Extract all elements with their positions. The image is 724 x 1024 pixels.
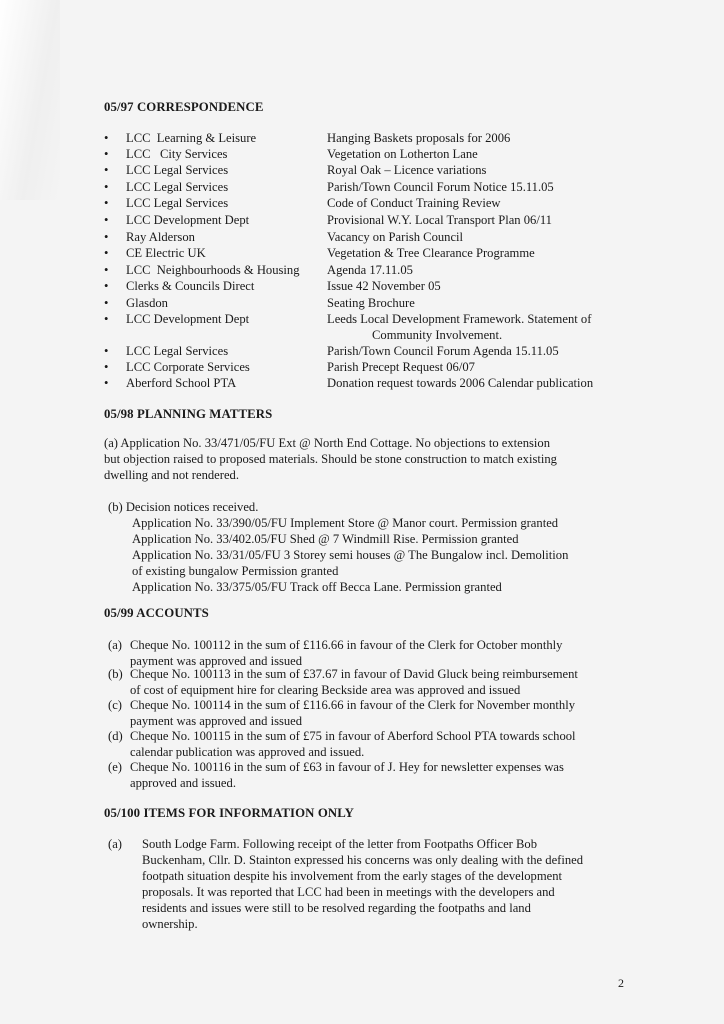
correspondence-from: LCC Learning & Leisure [126, 131, 257, 145]
planning-heading: 05/98 PLANNING MATTERS [104, 407, 273, 421]
planning-b-line: (b) Decision notices received. [108, 500, 259, 514]
account-item-line: payment was approved and issued [130, 654, 303, 668]
account-item-line: approved and issued. [130, 776, 236, 790]
bullet-icon: • [104, 147, 109, 161]
planning-a-line: dwelling and not rendered. [104, 468, 239, 482]
bullet-icon: • [104, 230, 109, 244]
bullet-icon: • [104, 131, 109, 145]
correspondence-from: Glasdon [126, 296, 168, 310]
correspondence-from: Clerks & Councils Direct [126, 279, 255, 293]
correspondence-subject: Vegetation & Tree Clearance Programme [327, 246, 535, 260]
account-item-line: Cheque No. 100115 in the sum of £75 in favour of Aberford School PTA towards school [130, 729, 576, 743]
correspondence-subject: Parish Precept Request 06/07 [327, 360, 475, 374]
correspondence-from: Aberford School PTA [126, 376, 237, 390]
correspondence-item [104, 195, 624, 211]
bullet-icon: • [104, 263, 109, 277]
account-item-line: Cheque No. 100113 in the sum of £37.67 in favour of David Gluck being reimbursement [130, 667, 578, 681]
correspondence-item [104, 375, 624, 391]
correspondence-item [104, 130, 624, 146]
information-heading: 05/100 ITEMS FOR INFORMATION ONLY [104, 806, 355, 820]
accounts-heading: 05/99 ACCOUNTS [104, 606, 209, 620]
correspondence-subject: Vacancy on Parish Council [327, 230, 464, 244]
correspondence-from: LCC Neighbourhoods & Housing [126, 263, 300, 277]
correspondence-from: LCC Legal Services [126, 163, 229, 177]
correspondence-from: LCC Development Dept [126, 312, 250, 326]
correspondence-subject: Donation request towards 2006 Calendar publication [327, 376, 594, 390]
account-item-line: calendar publication was approved and issued. [130, 745, 365, 759]
correspondence-item [104, 229, 624, 245]
correspondence-from: LCC Legal Services [126, 344, 229, 358]
correspondence-item [104, 359, 624, 375]
planning-a-line: but objection raised to proposed materials. Should be stone construction to match existing [104, 452, 557, 466]
account-item-line: Cheque No. 100116 in the sum of £63 in favour of J. Hey for newsletter expenses was [130, 760, 564, 774]
correspondence-subject-continued: Community Involvement. [372, 328, 503, 342]
correspondence-item [104, 262, 624, 278]
correspondence-from: LCC Legal Services [126, 196, 229, 210]
bullet-icon: • [104, 296, 109, 310]
correspondence-from: LCC City Services [126, 147, 228, 161]
correspondence-from: CE Electric UK [126, 246, 206, 260]
bullet-icon: • [104, 163, 109, 177]
correspondence-subject: Provisional W.Y. Local Transport Plan 06/11 [327, 213, 552, 227]
correspondence-from: LCC Corporate Services [126, 360, 250, 374]
correspondence-item [104, 162, 624, 178]
correspondence-item [104, 179, 624, 195]
decision-notice: Application No. 33/31/05/FU 3 Storey semi houses @ The Bungalow incl. Demolition [132, 548, 569, 562]
correspondence-subject: Hanging Baskets proposals for 2006 [327, 131, 511, 145]
decision-notice: Application No. 33/390/05/FU Implement Store @ Manor court. Permission granted [132, 516, 559, 530]
bullet-icon: • [104, 360, 109, 374]
account-item-line: Cheque No. 100112 in the sum of £116.66 in favour of the Clerk for October monthly [130, 638, 563, 652]
account-item-mark: (b) [108, 667, 123, 681]
correspondence-from: LCC Development Dept [126, 213, 250, 227]
planning-a-line: (a) Application No. 33/471/05/FU Ext @ North End Cottage. No objections to extension [104, 436, 551, 450]
correspondence-item [104, 245, 624, 261]
information-line: South Lodge Farm. Following receipt of the letter from Footpaths Officer Bob [142, 837, 537, 851]
correspondence-from: LCC Legal Services [126, 180, 229, 194]
correspondence-heading: 05/97 CORRESPONDENCE [104, 100, 264, 114]
bullet-icon: • [104, 279, 109, 293]
decision-notice-continued: of existing bungalow Permission granted [132, 564, 339, 578]
correspondence-subject: Code of Conduct Training Review [327, 196, 501, 210]
information-line: Buckenham, Cllr. D. Stainton expressed his concerns was only dealing with the defined [142, 853, 584, 867]
information-line: ownership. [142, 917, 198, 931]
information-line: footpath situation despite his involvement from the early stages of the development [142, 869, 563, 883]
correspondence-subject: Parish/Town Council Forum Agenda 15.11.05 [327, 344, 559, 358]
correspondence-item [104, 278, 624, 294]
correspondence-from: Ray Alderson [126, 230, 195, 244]
correspondence-item [104, 311, 624, 343]
bullet-icon: • [104, 376, 109, 390]
decision-notice: Application No. 33/375/05/FU Track off Becca Lane. Permission granted [132, 580, 502, 594]
page-fold-shadow [0, 0, 60, 200]
correspondence-subject: Issue 42 November 05 [327, 279, 441, 293]
bullet-icon: • [104, 180, 109, 194]
correspondence-subject: Vegetation on Lotherton Lane [327, 147, 478, 161]
correspondence-item [104, 212, 624, 228]
account-item-mark: (a) [108, 638, 122, 652]
account-item-mark: (e) [108, 760, 122, 774]
bullet-icon: • [104, 246, 109, 260]
account-item-line: payment was approved and issued [130, 714, 303, 728]
correspondence-subject: Seating Brochure [327, 296, 415, 310]
correspondence-item [104, 295, 624, 311]
page-number: 2 [618, 976, 624, 990]
correspondence-item [104, 146, 624, 162]
correspondence-item [104, 343, 624, 359]
account-item-mark: (d) [108, 729, 123, 743]
bullet-icon: • [104, 344, 109, 358]
correspondence-subject: Royal Oak – Licence variations [327, 163, 487, 177]
account-item-line: of cost of equipment hire for clearing Beckside area was approved and issued [130, 683, 521, 697]
bullet-icon: • [104, 312, 109, 326]
information-line: residents and issues were still to be resolved regarding the footpaths and land [142, 901, 531, 915]
correspondence-subject: Leeds Local Development Framework. Statement of [327, 312, 592, 326]
correspondence-subject: Agenda 17.11.05 [327, 263, 413, 277]
correspondence-subject: Parish/Town Council Forum Notice 15.11.05 [327, 180, 554, 194]
information-line: proposals. It was reported that LCC had been in meetings with the developers and [142, 885, 555, 899]
bullet-icon: • [104, 213, 109, 227]
account-item-line: Cheque No. 100114 in the sum of £116.66 in favour of the Clerk for November monthly [130, 698, 576, 712]
decision-notice: Application No. 33/402.05/FU Shed @ 7 Windmill Rise. Permission granted [132, 532, 519, 546]
bullet-icon: • [104, 196, 109, 210]
account-item-mark: (c) [108, 698, 122, 712]
information-item-mark: (a) [108, 837, 122, 851]
